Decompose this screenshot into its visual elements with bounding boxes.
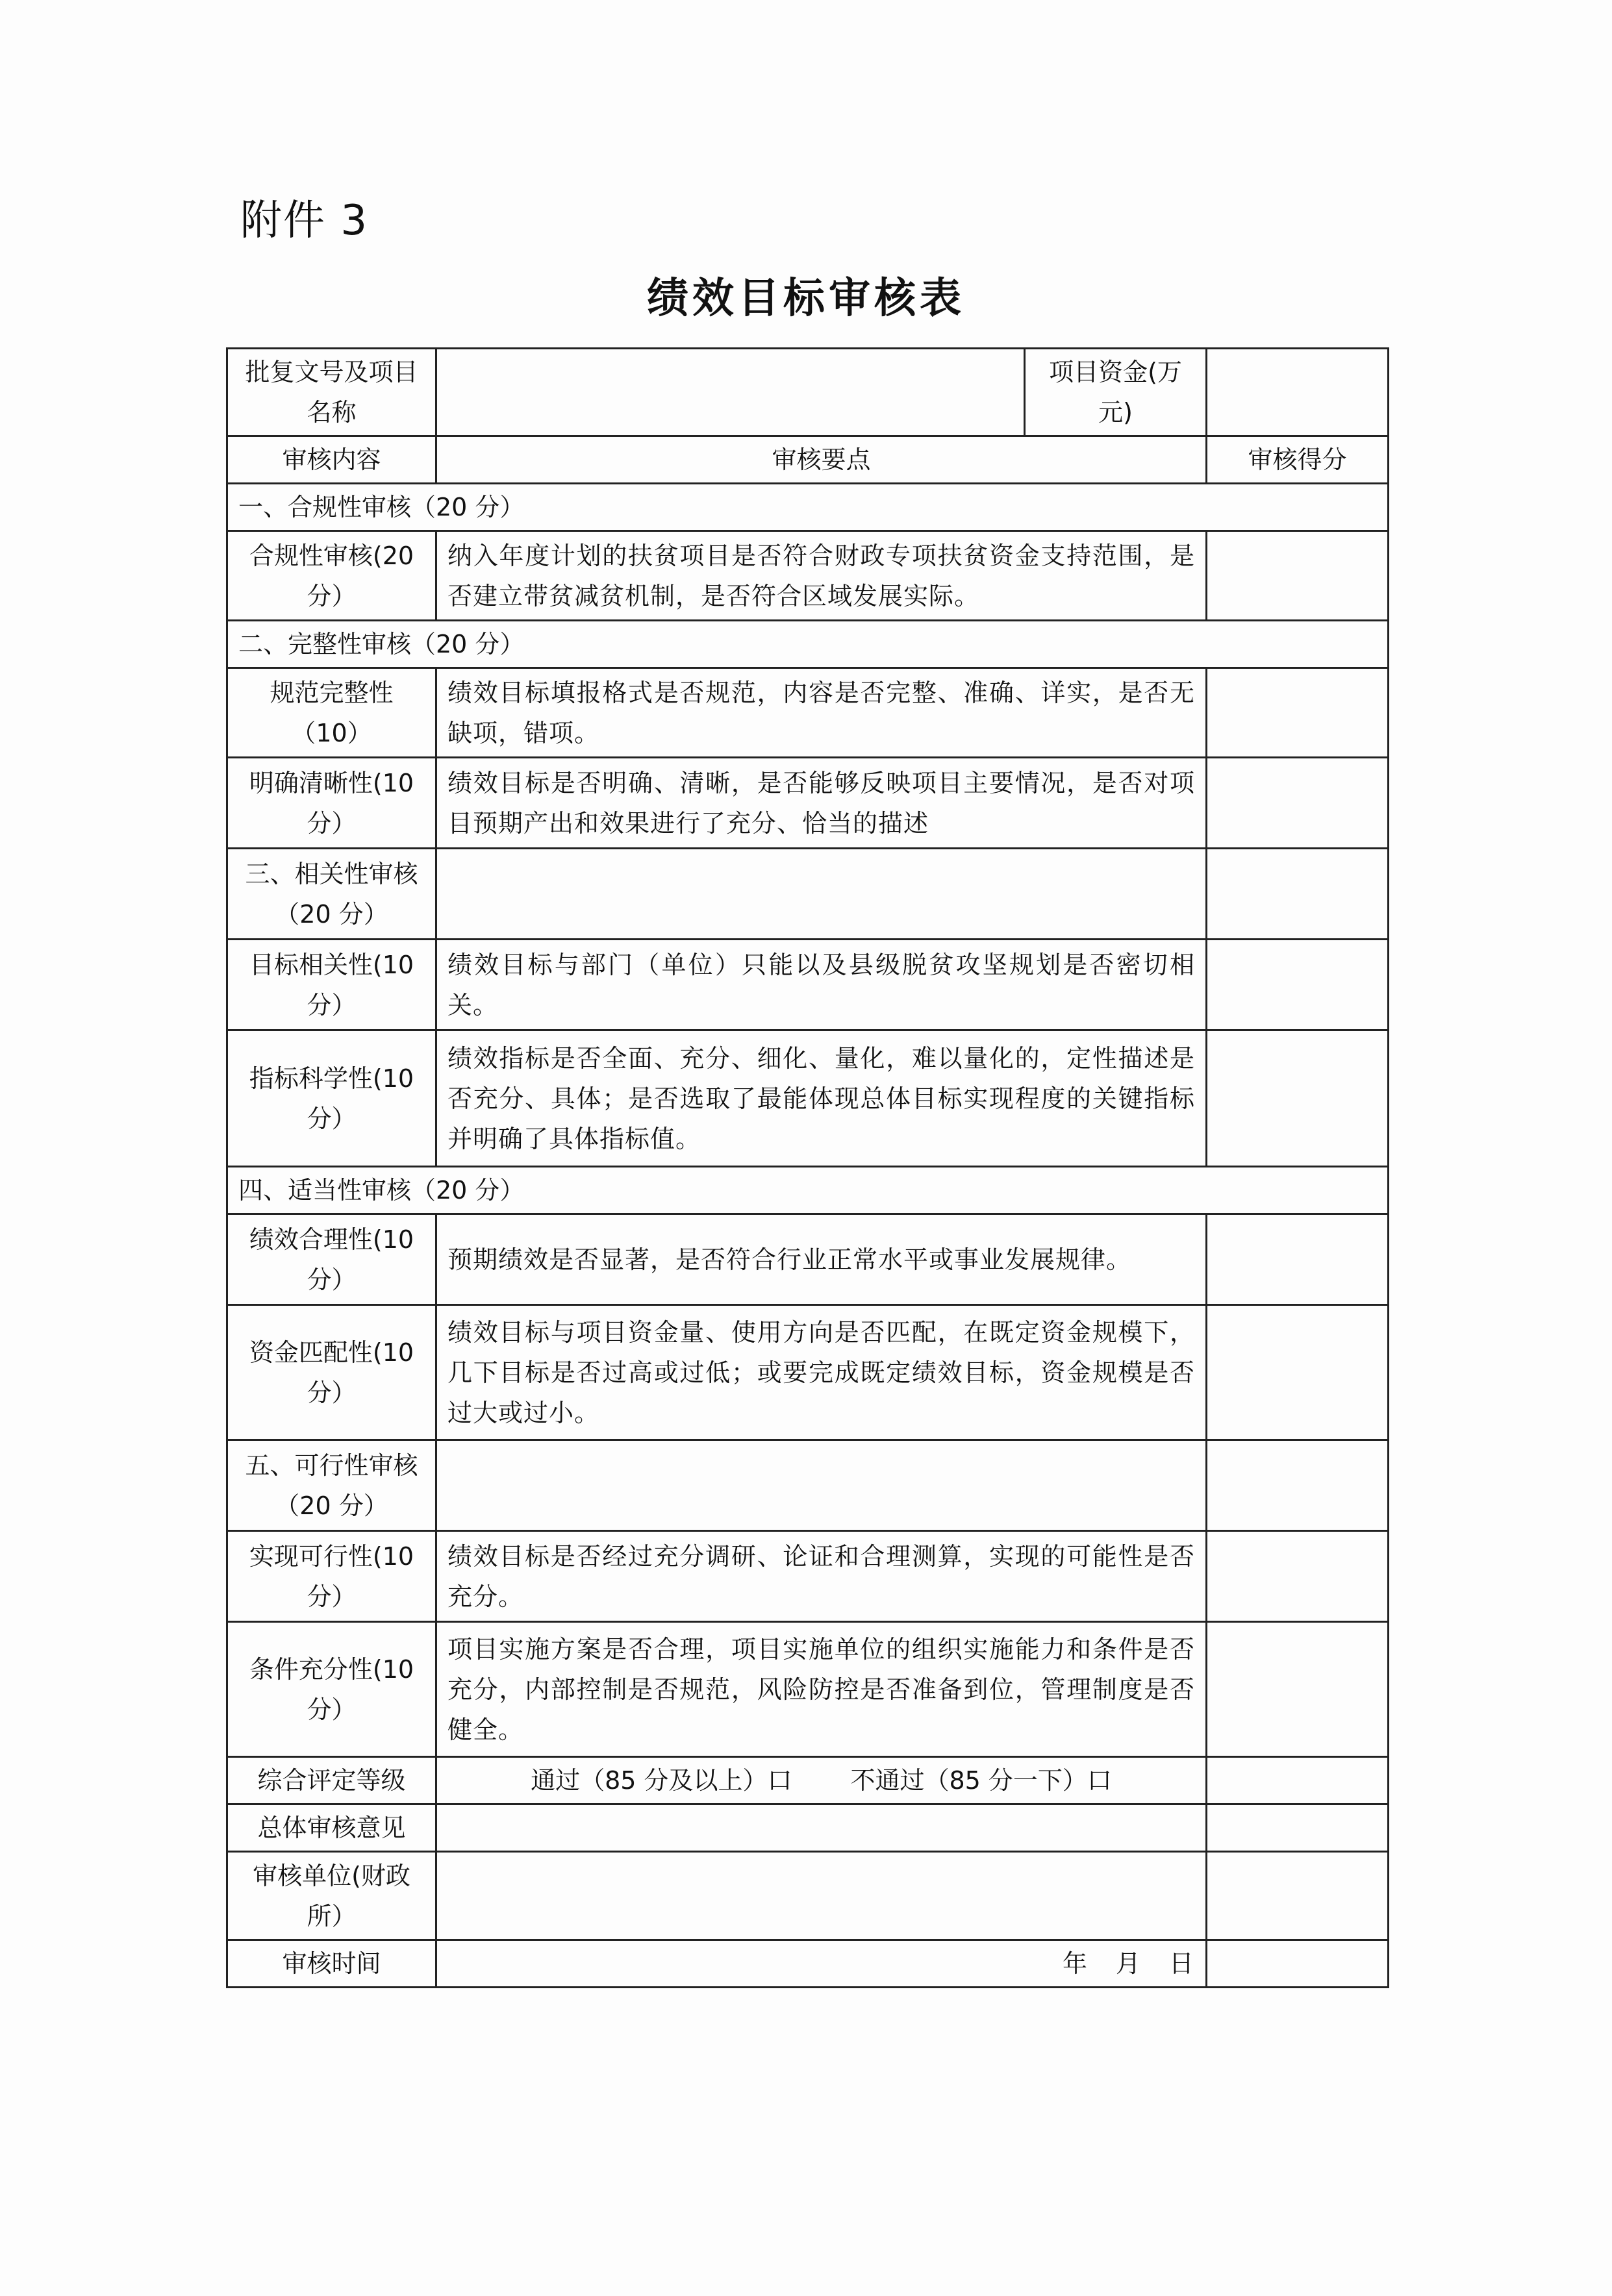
section-row xyxy=(227,1167,1389,1214)
item-points: 绩效目标是否经过充分调研、论证和合理测算，实现的可能性是否充分。 xyxy=(436,1531,1207,1622)
item-name: 实现可行性(10分） xyxy=(227,1531,436,1622)
table-row xyxy=(227,1804,1389,1852)
opinion-label: 总体审核意见 xyxy=(227,1804,436,1852)
score-field[interactable] xyxy=(1207,940,1389,1030)
table-row xyxy=(227,1214,1389,1305)
section-relevance-points xyxy=(436,849,1207,940)
section-appropriateness: 四、适当性审核（20 分） xyxy=(227,1167,1389,1214)
section-completeness: 二、完整性审核（20 分） xyxy=(227,621,1389,668)
section-row xyxy=(227,849,1389,940)
table-row xyxy=(227,1531,1389,1622)
attachment-label: 附件 3 xyxy=(240,197,369,245)
score-field[interactable] xyxy=(1207,1757,1389,1804)
table-row xyxy=(227,1030,1389,1167)
score-field[interactable] xyxy=(1207,1804,1389,1852)
item-name: 资金匹配性(10分） xyxy=(227,1305,436,1440)
item-points: 绩效指标是否全面、充分、细化、量化，难以量化的，定性描述是否充分、具体；是否选取了最能体现总体目标实现程度的关键指标并明确了具体指标值。 xyxy=(436,1030,1207,1167)
item-points: 纳入年度计划的扶贫项目是否符合财政专项扶贫资金支持范围，是否建立带贫减贫机制，是否符合区域发展实际。 xyxy=(436,531,1207,621)
table-row xyxy=(227,1622,1389,1757)
score-field[interactable] xyxy=(1207,1940,1389,1988)
pass-checkbox-option[interactable]: 通过（85 分及以上）口 xyxy=(531,1766,792,1795)
section-row xyxy=(227,621,1389,668)
review-table xyxy=(226,347,1389,1988)
unit-field[interactable] xyxy=(436,1852,1207,1940)
item-name: 条件充分性(10分） xyxy=(227,1622,436,1757)
score-field[interactable] xyxy=(1207,668,1389,758)
table-row xyxy=(227,1852,1389,1940)
date-year: 年 xyxy=(1062,1949,1089,1978)
score-field[interactable] xyxy=(1207,1214,1389,1305)
score-field[interactable] xyxy=(1207,1440,1389,1531)
score-field[interactable] xyxy=(1207,1030,1389,1167)
score-field[interactable] xyxy=(1207,1305,1389,1440)
table-row xyxy=(227,758,1389,849)
date-month: 月 xyxy=(1115,1949,1142,1978)
score-field[interactable] xyxy=(1207,531,1389,621)
section-relevance: 三、相关性审核（20 分） xyxy=(227,849,436,940)
project-name-field[interactable] xyxy=(436,349,1025,436)
opinion-field[interactable] xyxy=(436,1804,1207,1852)
item-points: 绩效目标与部门（单位）只能以及县级脱贫攻坚规划是否密切相关。 xyxy=(436,940,1207,1030)
item-name: 目标相关性(10分） xyxy=(227,940,436,1030)
table-row xyxy=(227,1940,1389,1988)
item-name: 指标科学性(10分） xyxy=(227,1030,436,1167)
item-points: 绩效目标与项目资金量、使用方向是否匹配，在既定资金规模下，几下目标是否过高或过低；或要完成既定绩效目标，资金规模是否过大或过小。 xyxy=(436,1305,1207,1440)
date-field[interactable] xyxy=(436,1940,1207,1988)
section-row xyxy=(227,484,1389,531)
col-header-score: 审核得分 xyxy=(1207,436,1389,484)
table-row xyxy=(227,349,1389,436)
item-name: 明确清晰性(10分） xyxy=(227,758,436,849)
item-name: 规范完整性（10） xyxy=(227,668,436,758)
table-row xyxy=(227,668,1389,758)
section-feasibility: 五、可行性审核（20 分） xyxy=(227,1440,436,1531)
project-label: 批复文号及项目名称 xyxy=(227,349,436,436)
table-row xyxy=(227,1305,1389,1440)
score-field[interactable] xyxy=(1207,758,1389,849)
item-points: 绩效目标是否明确、清晰，是否能够反映项目主要情况，是否对项目预期产出和效果进行了充分、恰当的描述 xyxy=(436,758,1207,849)
item-points: 预期绩效是否显著，是否符合行业正常水平或事业发展规律。 xyxy=(436,1214,1207,1305)
fund-field[interactable] xyxy=(1207,349,1389,436)
score-field[interactable] xyxy=(1207,849,1389,940)
score-field[interactable] xyxy=(1207,1531,1389,1622)
score-field[interactable] xyxy=(1207,1852,1389,1940)
table-row xyxy=(227,940,1389,1030)
section-feasibility-points xyxy=(436,1440,1207,1531)
table-row xyxy=(227,531,1389,621)
rating-label: 综合评定等级 xyxy=(227,1757,436,1804)
fund-label: 项目资金(万元) xyxy=(1025,349,1207,436)
unit-label: 审核单位(财政所） xyxy=(227,1852,436,1940)
document-title: 绩效目标审核表 xyxy=(647,274,965,323)
time-label: 审核时间 xyxy=(227,1940,436,1988)
section-compliance: 一、合规性审核（20 分） xyxy=(227,484,1389,531)
item-points: 绩效目标填报格式是否规范，内容是否完整、准确、详实，是否无缺项，错项。 xyxy=(436,668,1207,758)
col-header-points: 审核要点 xyxy=(436,436,1207,484)
item-name: 绩效合理性(10分） xyxy=(227,1214,436,1305)
rating-options xyxy=(436,1757,1207,1804)
date-day: 日 xyxy=(1168,1949,1195,1978)
table-row xyxy=(227,1757,1389,1804)
item-points: 项目实施方案是否合理，项目实施单位的组织实施能力和条件是否充分，内部控制是否规范，风险防控是否准备到位，管理制度是否健全。 xyxy=(436,1622,1207,1757)
section-row xyxy=(227,1440,1389,1531)
score-field[interactable] xyxy=(1207,1622,1389,1757)
col-header-content: 审核内容 xyxy=(227,436,436,484)
table-header-row xyxy=(227,436,1389,484)
fail-checkbox-option[interactable]: 不通过（85 分一下）口 xyxy=(850,1766,1112,1795)
item-name: 合规性审核(20分） xyxy=(227,531,436,621)
